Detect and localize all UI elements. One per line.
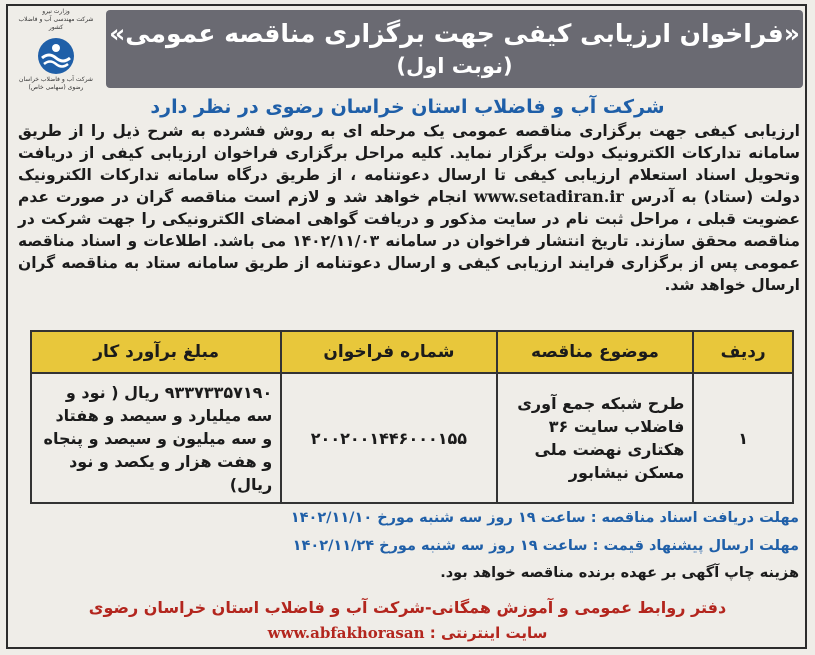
deadline-offers: مهلت ارسال پیشنهاد قیمت : ساعت ۱۹ روز سه شنبه مورخ ۱۴۰۲/۱۱/۲۴ [292, 538, 799, 554]
header-amount: مبلغ برآورد کار [31, 331, 281, 373]
tender-table [30, 330, 794, 504]
setad-url[interactable]: www.setadiran.ir [473, 187, 624, 206]
cell-subject: طرح شبکه جمع آوری فاضلاب سایت ۳۶ هکتاری نهضت ملی مسکن نیشابور [497, 373, 694, 503]
footer-website-line [0, 624, 815, 642]
notice-title: «فراخوان ارزیابی کیفی جهت برگزاری مناقصه عمومی» [109, 19, 800, 48]
title-banner [106, 10, 803, 88]
logo-line-ministry: وزارت نیرو [42, 8, 70, 15]
deadline-documents: مهلت دریافت اسناد مناقصه : ساعت ۱۹ روز سه شنبه مورخ ۱۴۰۲/۱۱/۱۰ [290, 510, 799, 526]
cell-amount: ۹۳۳۷۳۳۵۷۱۹۰ ریال ( نود و سه میلیارد و سیصد و هفتاد و سه میلیون و سیصد و پنجاه و هفت هزار و یکصد و نود ریال) [31, 373, 281, 503]
notice-subtitle: (نوبت اول) [396, 54, 513, 78]
table-row [31, 373, 793, 503]
logo-line-company: شرکت آب و فاضلاب خراسان رضوی (سهامی خاص) [19, 76, 93, 91]
footer-office: دفتر روابط عمومی و آموزش همگانی-شرکت آب و فاضلاب استان خراسان رضوی [88, 598, 727, 617]
ad-cost-note: هزینه چاپ آگهی بر عهده برنده مناقصه خواهد بود. [440, 565, 799, 581]
cell-row-number: ۱ [693, 373, 793, 503]
header-call-number: شماره فراخوان [281, 331, 496, 373]
cell-call-number: ۲۰۰۲۰۰۱۴۴۶۰۰۰۱۵۵ [281, 373, 496, 503]
body-part-1: ارزیابی کیفی جهت برگزاری مناقصه عمومی یک مرحله ای به روش فشرده به شرح ذیل را از طریق سامانه تدارکات الکترونیک دولت برگزار نماید. کلیه مراحل برگزاری فراخوان ارزیابی کیفی از دریافت وتحویل اسناد استعلام ارزیابی کیفی تا ارسال دعوتنامه ، از طریق درگاه سامانه تدارکات الکترونیک دولت (ستاد) به آدرس [18, 122, 800, 206]
header-subject: موضوع مناقصه [497, 331, 694, 373]
table-header-row [31, 331, 793, 373]
company-logo [12, 8, 100, 91]
notice-body [18, 120, 800, 296]
footer-site-label: سایت اینترنتی : [429, 624, 548, 642]
footer-website-link[interactable]: www.abfakhorasan [267, 624, 425, 642]
body-part-2: انجام خواهد شد و لازم است مناقصه گران در صورت عدم عضویت قبلی ، مراحل ثبت نام در سایت مذکور و دریافت گواهی امضای الکترونیکی را جهت شرکت در مناقصه محقق سازند. تاریخ انتشار فراخوان در سامانه ۱۴۰۲/۱۱/۰۳ می باشد. اطلاعات و اسناد مناقصه عمومی پس از برگزاری فرایند ارزیابی کیفی و ارسال دعوتنامه از طریق سامانه ستاد به مناقصه گران ارسال خواهد شد. [18, 188, 801, 294]
water-drop-logo-icon [36, 36, 76, 76]
header-row-number: ردیف [693, 331, 793, 373]
company-heading: شرکت آب و فاضلاب استان خراسان رضوی در نظر دارد [150, 96, 665, 118]
logo-line-national: شرکت مهندسی آب و فاضلاب کشور [18, 16, 94, 31]
